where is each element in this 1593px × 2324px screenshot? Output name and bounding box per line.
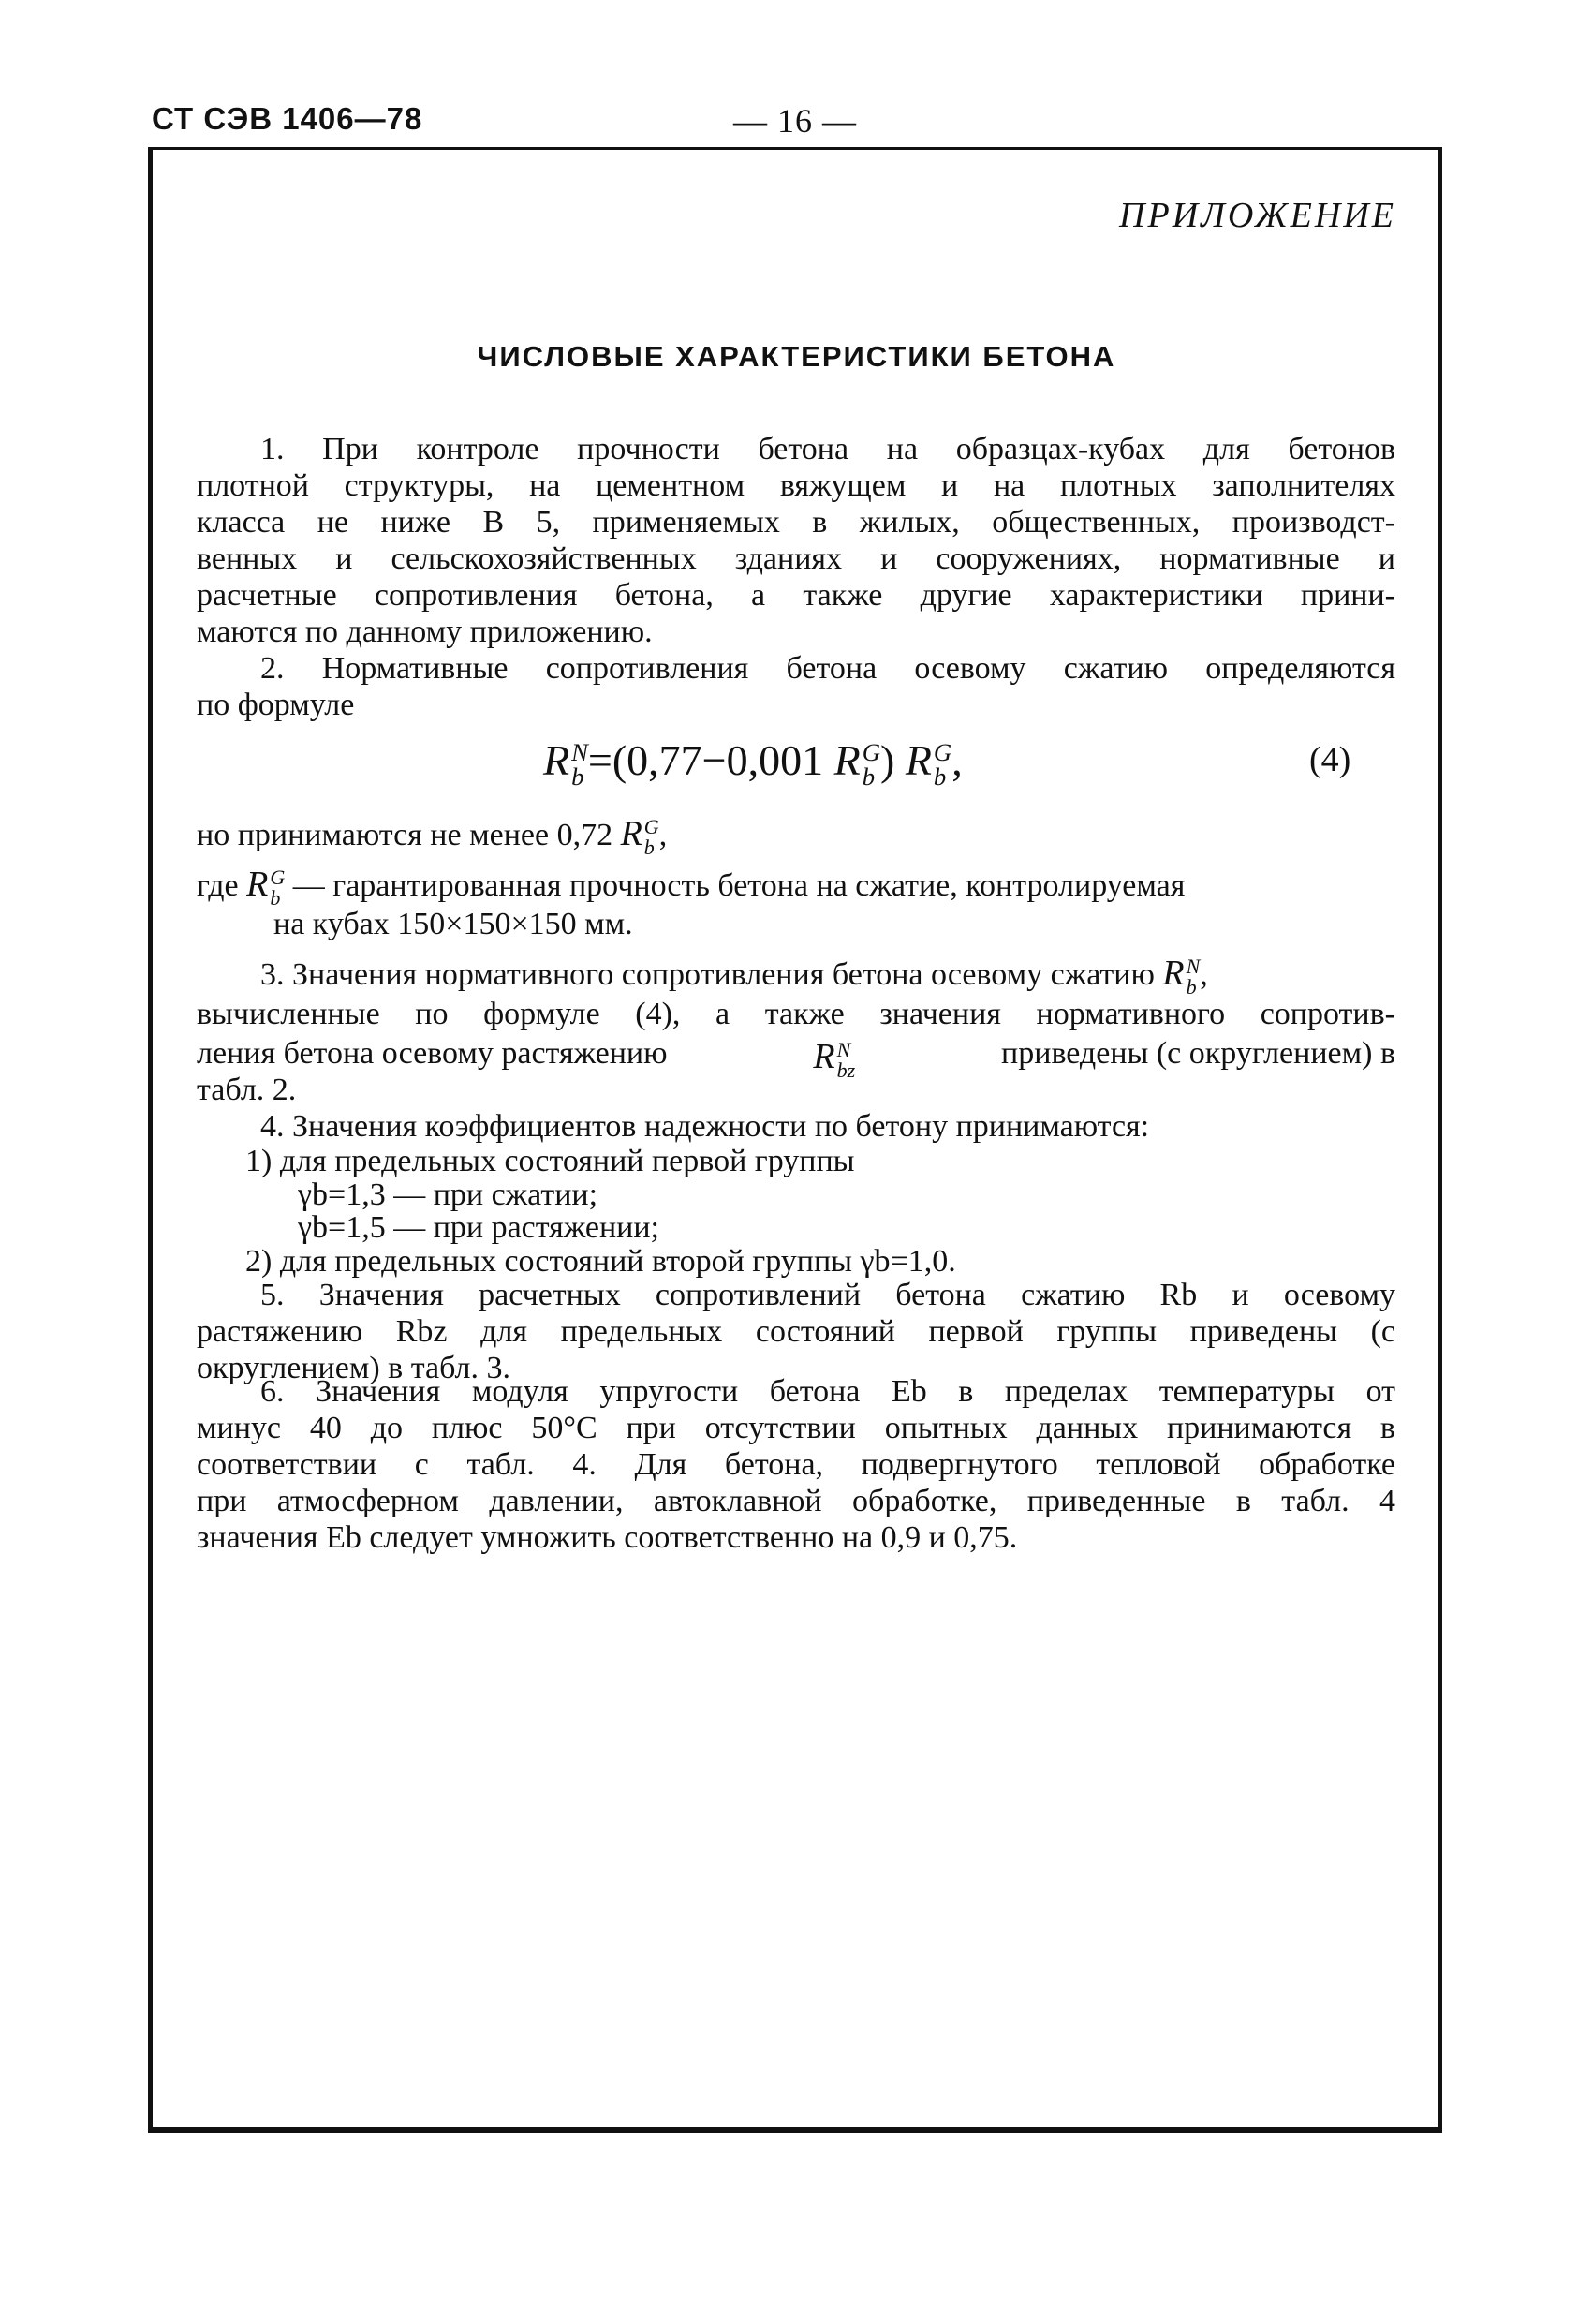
p6-line: соответствии с табл. 4. Для бетона, подвергнутого тепловой обработке [197,1447,1395,1482]
formula-symbol: R [905,736,932,784]
p5-line: округлением) в табл. 3. [197,1351,511,1385]
p1-line: класса не ниже В 5, применяемых в жилых, общественных, производст- [197,505,1395,540]
where-prefix: где [197,868,239,903]
p3-text: ления бетона осевому растяжению [197,1036,668,1071]
formula-paren: ) [879,736,895,784]
not-less-text: но принимаются не менее 0,72 [197,818,613,852]
formula-symbol: R [543,736,570,784]
formula-indices [862,737,880,792]
p6-line: при атмосферном давлении, автоклавной обработке, приведенные в табл. 4 [197,1484,1395,1518]
formula-sub: b [933,762,947,792]
formula-sup: N [571,737,588,766]
formula-symbol: R [833,736,861,784]
formula-expression [543,735,963,790]
p3-line: табл. 2. [197,1073,297,1107]
paragraph-5 [197,1277,1395,1386]
p2-line: 2. Нормативные сопротивления бетона осевому сжатию определяются [260,651,1395,686]
p3-text: вычисленные по формуле (4), а также значения нормативного сопротив- [197,997,1395,1031]
formula-sub: b [862,762,876,792]
formula-sup: G [933,737,952,766]
where-text: — гарантированная прочность бетона на сжатие, контролируемая [292,868,1186,903]
p4-line: 1) для предельных состояний первой группы [245,1144,855,1178]
p3-line: 3. Значения нормативного сопротивления бетона осевому сжатию R N b , [260,954,1208,999]
where-line: где R G b — гарантированная прочность бетона на сжатие, контролируемая [197,865,1186,910]
p5-line: 5. Значения расчетных сопротивлений бетона сжатию Rb и осевому [260,1278,1395,1312]
formula-indices [571,737,588,792]
p1-line: маются по данному приложению. [197,614,653,649]
p1-line: венных и сельскохозяйственных зданиях и сооружениях, нормативные и [197,541,1395,576]
paragraph-1 [197,431,1395,650]
p1-line: плотной структуры, на цементном вяжущем и на плотных заполнителях [197,468,1395,503]
formula-indices [933,737,952,792]
p4-line: 2) для предельных состояний второй группы γb=1,0. [245,1244,956,1279]
formula-number: (4) [1309,740,1351,779]
p3-line [197,996,1395,1032]
p4-line: γb=1,5 — при растяжении; [298,1210,659,1245]
p6-line: минус 40 до плюс 50°C при отсутствии опытных данных принимаются в [197,1411,1395,1445]
formula-mid: =(0,77−0,001 [587,736,824,784]
p4-line: γb=1,3 — при сжатии; [298,1177,598,1212]
paragraph-2 [197,650,1395,723]
p3-line: ления бетона осевому растяжению R N bz приведены (с округлением) в [197,1036,1395,1083]
formula-comma: , [951,736,963,784]
paragraph-6 [197,1373,1395,1556]
page-number: — 16 — [733,102,857,140]
p3-text: 3. Значения нормативного сопротивления бетона осевому сжатию [260,957,1155,992]
p1-line: расчетные сопротивления бетона, а также другие характеристики прини- [197,578,1395,613]
standard-code: СТ СЭВ 1406—78 [152,101,423,136]
formula-sup: G [862,737,880,766]
p5-line: растяжению Rbz для предельных состояний первой группы приведены (с [197,1314,1395,1349]
formula-sub: b [571,762,584,792]
appendix-label: ПРИЛОЖЕНИЕ [1119,196,1396,235]
p6-line: 6. Значения модуля упругости бетона Eb в пределах температуры от [260,1374,1395,1409]
where-line-2: на кубах 150×150×150 мм. [273,907,633,941]
p2-line: по формуле [197,688,355,722]
p6-line: значения Eb следует умножить соответственно на 0,9 и 0,75. [197,1520,1018,1555]
p3-text: приведены (с округлением) в [1001,1036,1395,1071]
p1-line: 1. При контроле прочности бетона на образцах-кубах для бетонов [260,432,1395,466]
not-less-line: но принимаются не менее 0,72 R G b , [197,814,668,860]
section-title: ЧИСЛОВЫЕ ХАРАКТЕРИСТИКИ БЕТОНА [477,340,1116,373]
p4-line: 4. Значения коэффициентов надежности по бетону принимаются: [260,1109,1150,1144]
